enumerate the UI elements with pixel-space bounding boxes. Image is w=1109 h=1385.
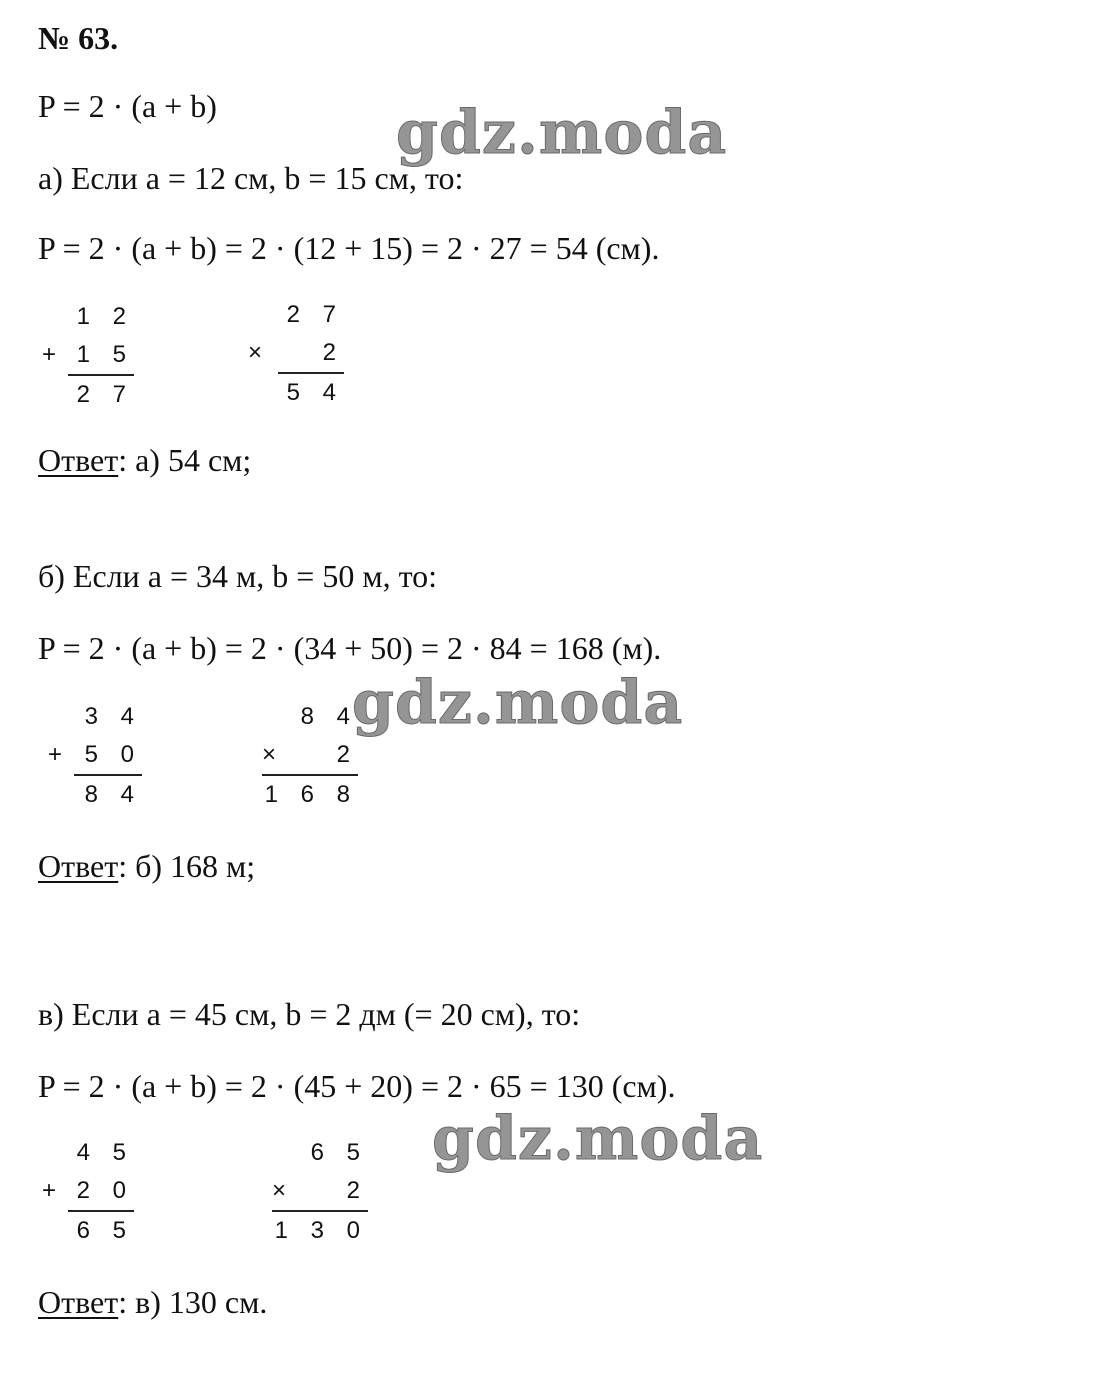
part-b-condition: б) Если a = 34 м, b = 50 м, то:	[38, 558, 438, 594]
times-sign: ×	[272, 1177, 287, 1204]
watermark-logo: gdz.moda	[432, 1104, 764, 1174]
part-b-calculation: P = 2 · (a + b) = 2 · (34 + 50) = 2 · 84 = 168 (м).	[38, 630, 662, 666]
times-sign: ×	[248, 339, 263, 366]
part-a-addition-column	[42, 298, 134, 414]
addend-top: 4 5	[76, 1139, 134, 1166]
part-c-calculation: P = 2 · (a + b) = 2 · (45 + 20) = 2 · 65 = 130 (см).	[38, 1068, 676, 1104]
watermark-logo: gdz.moda	[352, 668, 684, 738]
multiplier: 2	[336, 741, 358, 768]
sum-result: 2 7	[68, 374, 134, 414]
product-result: 1 3 0	[272, 1210, 368, 1250]
part-b-multiplication-column	[262, 698, 358, 814]
part-c-condition: в) Если a = 45 см, b = 2 дм (= 20 см), то:	[38, 996, 581, 1032]
plus-sign: +	[42, 1177, 57, 1204]
part-c-multiplication-column	[272, 1134, 368, 1250]
part-a-multiplication-column	[248, 296, 344, 412]
multiplicand: 2 7	[286, 301, 344, 328]
part-b-answer	[38, 846, 255, 886]
multiplicand: 6 5	[310, 1139, 368, 1166]
product-result: 5 4	[278, 372, 344, 412]
part-c-addition-column	[42, 1134, 134, 1250]
addend-top: 1 2	[76, 303, 134, 330]
addend-bottom: 2 0	[76, 1177, 134, 1204]
answer-label: Ответ	[38, 848, 119, 884]
sum-result: 6 5	[68, 1210, 134, 1250]
sum-result: 8 4	[74, 774, 142, 814]
answer-label: Ответ	[38, 442, 119, 478]
watermark-logo: gdz.moda	[396, 98, 728, 168]
answer-label: Ответ	[38, 1284, 119, 1320]
part-a-answer	[38, 440, 251, 480]
part-a-calculation: P = 2 · (a + b) = 2 · (12 + 15) = 2 · 27 = 54 (см).	[38, 230, 660, 266]
plus-sign: +	[48, 741, 63, 768]
part-c-answer	[38, 1282, 267, 1322]
product-result: 1 6 8	[262, 774, 358, 814]
part-b-addition-column	[48, 698, 142, 814]
multiplier: 2	[322, 339, 344, 366]
addend-top: 3 4	[84, 703, 142, 730]
exercise-title: № 63.	[38, 20, 119, 56]
multiplicand: 8 4	[300, 703, 358, 730]
multiplier: 2	[346, 1177, 368, 1204]
answer-text: : б) 168 м;	[118, 848, 256, 884]
part-a-condition: а) Если a = 12 см, b = 15 см, то:	[38, 160, 464, 196]
answer-text: : в) 130 см.	[118, 1284, 268, 1320]
addend-bottom: 1 5	[76, 341, 134, 368]
addend-bottom: 5 0	[84, 741, 142, 768]
plus-sign: +	[42, 341, 57, 368]
times-sign: ×	[262, 741, 277, 768]
answer-text: : а) 54 см;	[118, 442, 252, 478]
perimeter-formula: P = 2 · (a + b)	[38, 88, 217, 124]
